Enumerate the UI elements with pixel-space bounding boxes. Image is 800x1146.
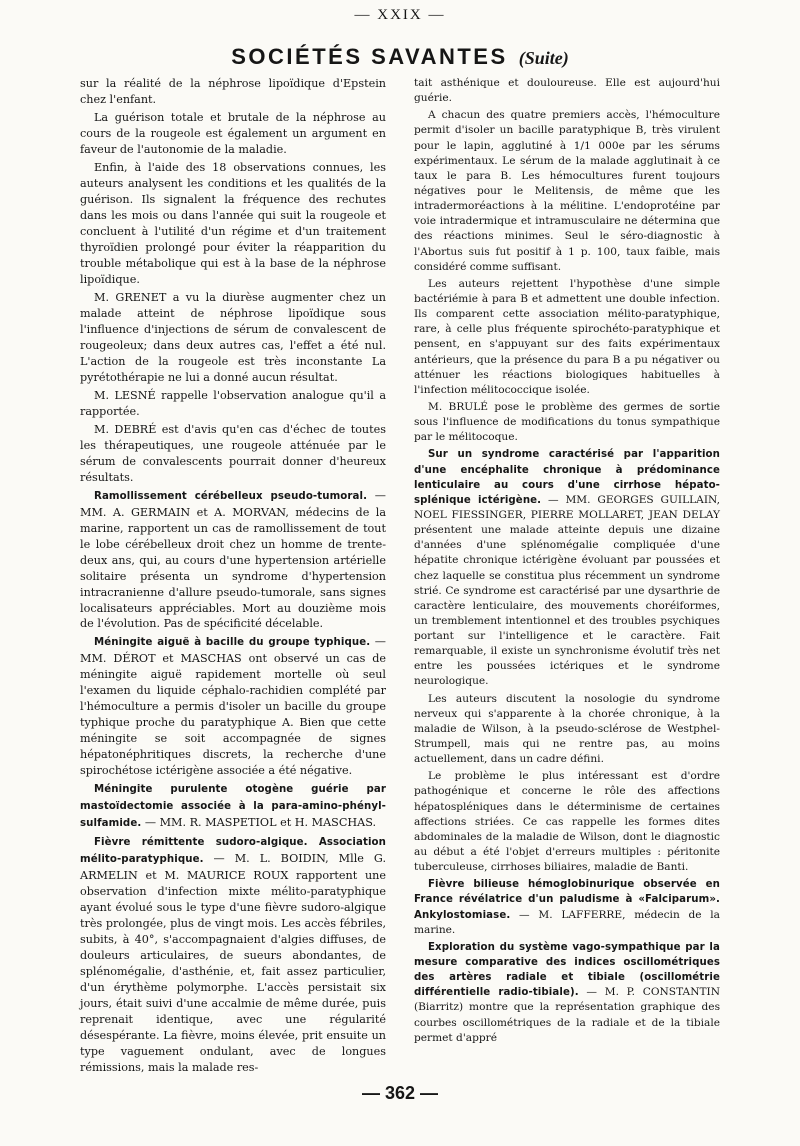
paragraph: Enfin, à l'aide des 18 observations connues, les auteurs analysent les conditions et les qualités de la guérison. Ils signalent la fréquence des rechutes dans les mois ou dans l'année qui suit la rougeole et concluent à l'utilité d'un régime et d'un traitement thyroïdien prolongé pour éviter la réapparition du trouble métabolique qui est à la base de la néphrose lipoïdique. xyxy=(80,160,386,286)
abstract-title: Méningite aiguë à bacille du groupe typhique. xyxy=(94,637,371,649)
paragraph: M. LESNÉ rappelle l'observation analogue qu'il a rapportée. xyxy=(80,388,386,418)
abstract-entry xyxy=(414,877,720,938)
right-column xyxy=(414,76,720,1046)
roman-page-number: — XXIX — xyxy=(354,7,446,23)
abstract-title: Exploration du système vago-sympathique par la mesure comparative des indices oscillométriques des artères radiale et tibiale (oscillométrie différentielle radio-tibiale). xyxy=(414,941,720,999)
abstract-entry xyxy=(414,447,720,689)
abstract-entry xyxy=(80,488,386,633)
paragraph: Les auteurs discutent la nosologie du syndrome nerveux qui s'apparente à la chorée chronique, à la maladie de Wilson, à la pseudo-sclérose de Westphel-Strumpell, mais qui ne rentre pas, au moins actuellement, dans un cadre défini. xyxy=(414,692,720,766)
paragraph: sur la réalité de la néphrose lipoïdique d'Epstein chez l'enfant. xyxy=(80,77,386,106)
abstract-body: — M. L. BOIDIN, Mlle G. ARMELIN et M. MAURICE ROUX rapportent une observation d'infection mixte mélito-paratyphique ayant évolué sous le type d'une fièvre sudoro-algique très prolongée, plus de vingt mois. Les accès fébriles, subits, à 40°, s'accompagnaient d'algies diffuses, de douleurs articulaires, de sueurs abondantes, de splénomégalie, d'asthénie, et, fait assez particulier, d'un érythème polymorphe. L'accès persistait six jours, était suivi d'une accalmie de même durée, puis reprenait identique, avec une régularité désespérante. La fièvre, moins élevée, prit ensuite un type vaguement ondulant, avec de longues rémissions, mais la malade res- xyxy=(80,852,386,1075)
abstract-title: Fièvre rémittente sudoro-algique. Association mélito-paratyphique. xyxy=(80,837,386,866)
abstract-body: — MM. DÉROT et MASCHAS ont observé un cas de méningite aiguë rapidement mortelle où seul l'examen du liquide céphalo-rachidien complété par l'hémoculture a permis d'isoler un bacille du groupe typhique proche du paratyphique A. Bien que cette méningite se soit accompagnée de signes hépatonéphritiques discrets, la recherche d'une spirochétose ictérigène associée a été négative. xyxy=(80,635,386,778)
paragraph: M. BRULÉ pose le problème des germes de sortie sous l'influence de modifications du tonus sympathique par le mélitocoque. xyxy=(414,400,720,444)
abstract-entry xyxy=(80,834,386,1076)
abstract-body: — MM. A. GERMAIN et A. MORVAN, médecins de la marine, rapportent un cas de ramollissement de tout le lobe cérébelleux droit chez un homme de trente-deux ans, qui, au cours d'une hypertension artérielle solitaire présenta un syndrome d'hypertension intracranienne d'allure pseudo-tumorale, sans signes localisateurs appréciables. Mort au douzième mois de l'évolution. Pas de spécificité décelable. xyxy=(80,488,386,631)
abstract-body: — MM. R. MASPETIOL et H. MASCHAS. xyxy=(141,816,377,830)
abstract-body: — M. P. CONSTANTIN (Biarritz) montre que la représentation graphique des courbes oscillométriques de la radiale et de la tibiale permet d'appré xyxy=(414,986,720,1044)
abstract-title: Fièvre bilieuse hémoglobinurique observée en France révélatrice d'un paludisme à «Falciparum». Ankylostomiase. xyxy=(414,879,720,921)
paragraph: Les auteurs rejettent l'hypothèse d'une simple bactériémie à para B et admettent une double infection. Ils comparent cette association mélito-paratyphique, rare, à celle plus fréquente spirochéto-paratyphique et pensent, en s'appuyant sur des faits expérimentaux antérieurs, que la présence du para B a pu négativer ou atténuer les réactions biologiques habituelles à l'infection mélitococcique isolée. xyxy=(414,277,720,396)
abstract-entry xyxy=(80,634,386,779)
paragraph: Le problème le plus intéressant est d'ordre pathogénique et concerne le rôle des affections hépatospléniques dans le déterminisme de certaines affections striées. Ce cas rappelle les formes dites abdominales de la maladie de Wilson, dont le diagnostic au début a été l'objet d'erreurs multiples : péritonite tuberculeuse, cirrhoses biliaires, maladie de Banti. xyxy=(414,770,720,874)
abstract-title: Sur un syndrome caractérisé par l'apparition d'une encéphalite chronique à prédominance lenticulaire au cours d'une cirrhose hépato-splénique ictérigène. xyxy=(414,449,720,506)
paragraph: A chacun des quatre premiers accès, l'hémoculture permit d'isoler un bacille paratyphique B, très virulent pour le lapin, agglutiné à 1/1 000e par les sérums expérimentaux. Le sérum de la malade agglutinait à ce taux le para B. Les hémocultures furent toujours négatives pour le Melitensis, de même que les intradermoréactions à la mélitine. L'endoprotéine par voie intradermique et intramusculaire ne détermina que des réactions minimes. Seul le séro-diagnostic à l'Abortus suis fut positif à 1 p. 100, taux faible, mais considéré comme suffisant. xyxy=(414,109,720,273)
section-subtitle: (Suite) xyxy=(518,48,569,68)
left-column xyxy=(80,76,386,1076)
abstract-body: — M. LAFFERRE, médecin de la marine. xyxy=(414,908,720,936)
paragraph: tait asthénique et douloureuse. Elle est aujourd'hui guérie. xyxy=(414,77,720,105)
abstract-title: Méningite purulente otogène guérie par mastoïdectomie associée à la para-amino-phényl-sulfamide. xyxy=(80,784,386,830)
paragraph: La guérison totale et brutale de la néphrose au cours de la rougeole est également un argument en faveur de l'autonomie de la maladie. xyxy=(80,110,386,156)
abstract-title: Ramollissement cérébelleux pseudo-tumoral. xyxy=(94,490,368,502)
paragraph: M. DEBRÉ est d'avis qu'en cas d'échec de toutes les thérapeutiques, une rougeole atténuée par le sérum de convalescents pourrait donner d'heureux résultats. xyxy=(80,422,386,484)
section-title: SOCIÉTÉS SAVANTES xyxy=(231,44,508,69)
abstract-entry xyxy=(80,781,386,832)
paragraph: M. GRENET a vu la diurèse augmenter chez un malade atteint de néphrose lipoïdique sous l'influence d'injections de sérum de convalescent de rougeoleux; dans deux autres cas, l'effet a été nul. L'action de la rougeole est très inconstante La pyrétothérapie ne lui a donné aucun résultat. xyxy=(80,290,386,384)
abstract-body: — MM. GEORGES GUILLAIN, NOEL FIESSINGER, PIERRE MOLLARET, JEAN DELAY présentent une malade atteinte depuis une dizaine d'années d'une splénomégalie compliquée d'une hépatite chronique ictérigène évoluant par poussées et chez laquelle se constitua plus récemment un syndrome strié. Ce syndrome est caractérisé par une dysarthrie de caractère lenticulaire, des mouvements choréiformes, un tremblement intentionnel et des troubles psychiques portant sur l'intelligence et le caractère. Fait remarquable, il existe un synchronisme évolutif très net entre les poussées ictériques et le syndrome neurologique. xyxy=(414,493,720,688)
abstract-entry xyxy=(414,940,720,1046)
page-title xyxy=(0,44,800,70)
page-number: — 362 — xyxy=(361,1083,439,1103)
